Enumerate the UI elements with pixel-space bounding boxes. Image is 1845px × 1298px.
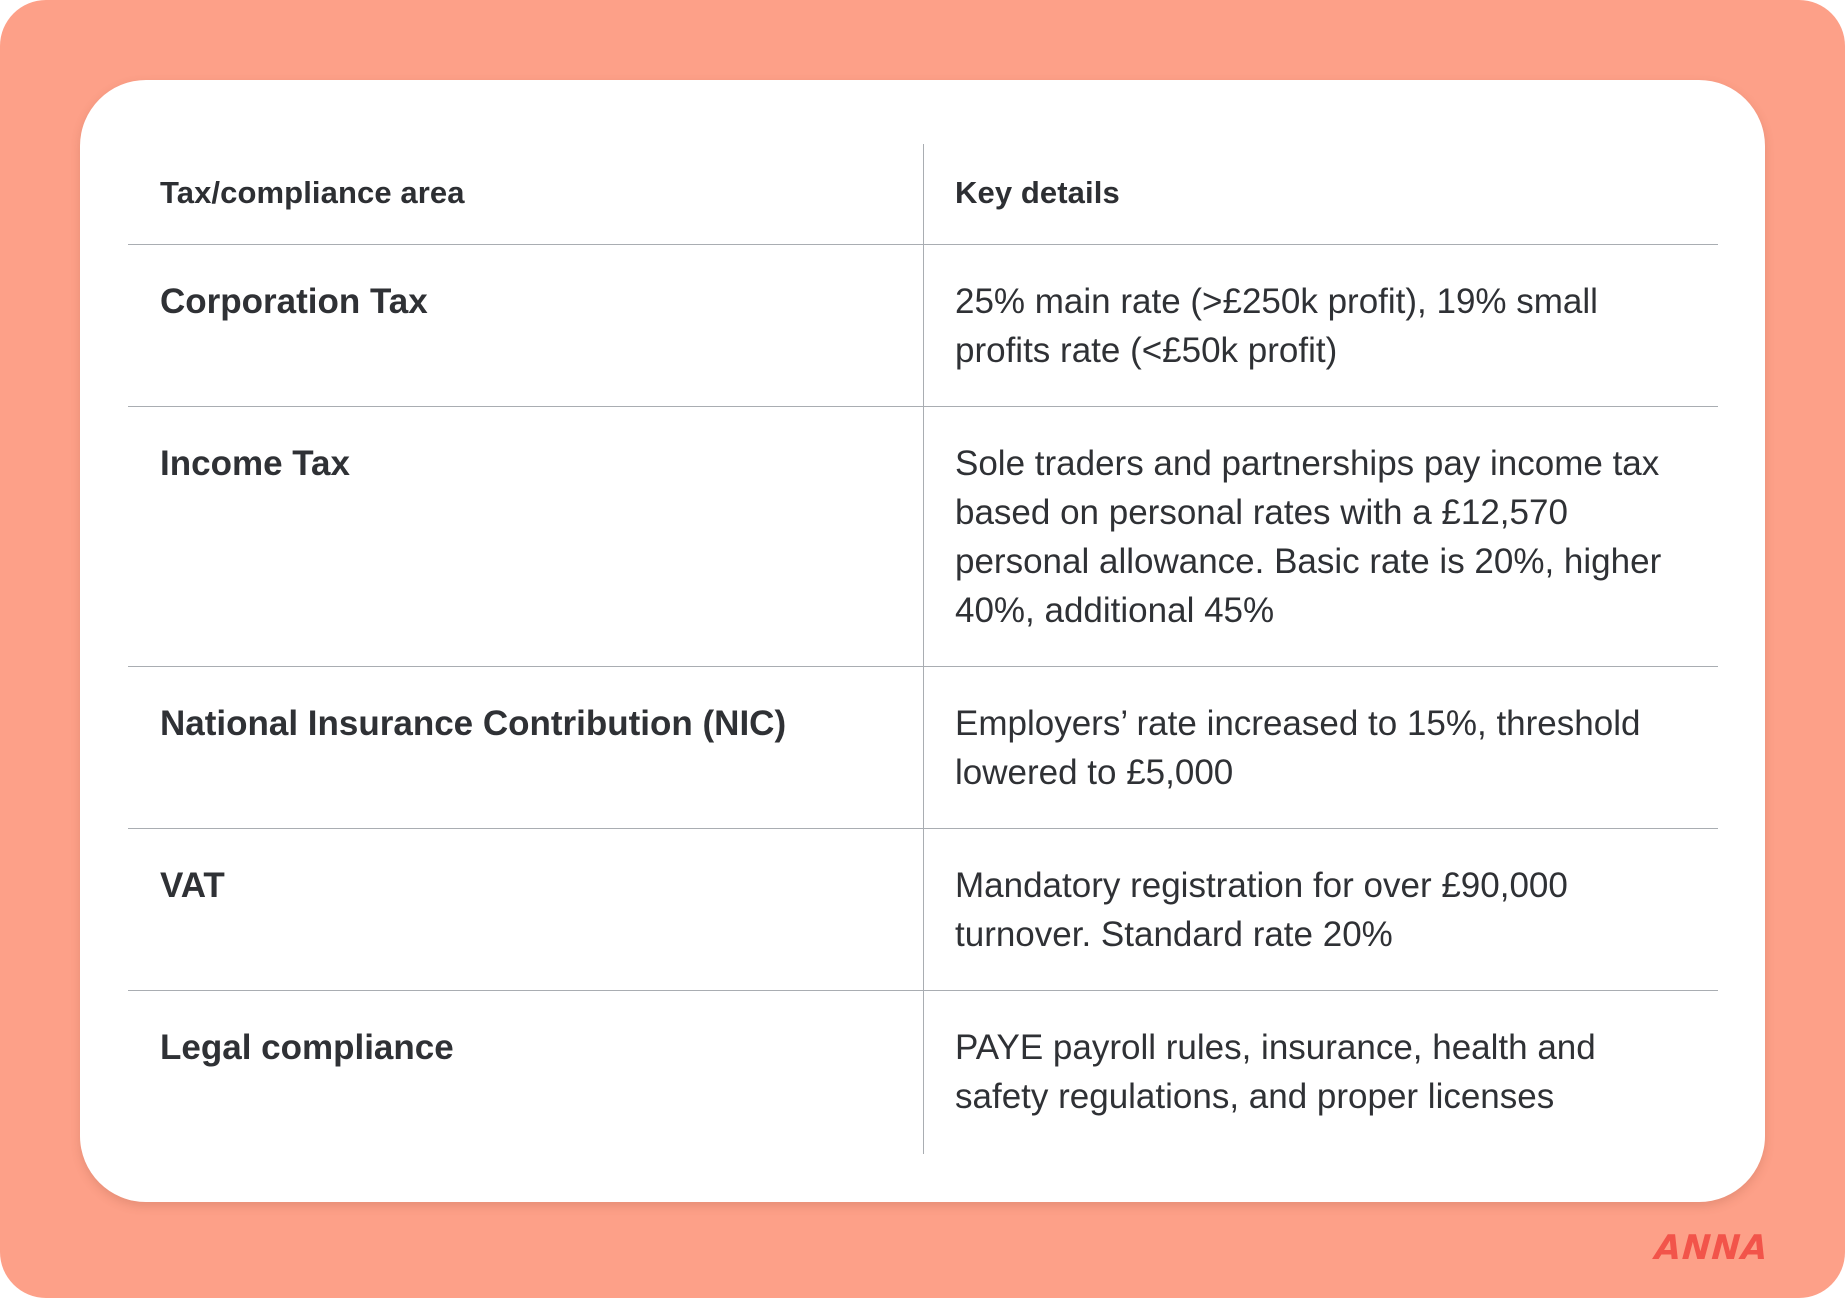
row-details-cell: 25% main rate (>£250k profit), 19% small profits rate (<£50k profit) (955, 282, 1598, 370)
table-row (128, 991, 1718, 1154)
row-area-cell: Corporation Tax (160, 282, 428, 321)
row-area-cell: Legal compliance (160, 1028, 454, 1067)
row-details-cell: Employers’ rate increased to 15%, threshold lowered to £5,000 (955, 704, 1641, 792)
header-tax-compliance-area: Tax/compliance area (160, 175, 465, 210)
table-row (128, 407, 1718, 667)
row-details-cell: PAYE payroll rules, insurance, health and safety regulations, and proper licenses (955, 1028, 1596, 1116)
header-key-details: Key details (955, 175, 1120, 210)
table-row (128, 667, 1718, 829)
table-card (80, 80, 1765, 1202)
row-details-cell: Sole traders and partnerships pay income tax based on personal rates with a £12,570 personal allowance. Basic rate is 20%, higher 40%, additional 45% (955, 444, 1662, 630)
row-area-cell: VAT (160, 866, 225, 905)
table-header-row (128, 144, 1718, 245)
table-row (128, 245, 1718, 407)
row-area-cell: Income Tax (160, 444, 350, 483)
anna-logo: ANNA (1653, 1228, 1770, 1268)
table-row (128, 829, 1718, 991)
row-area-cell: National Insurance Contribution (NIC) (160, 704, 787, 743)
tax-compliance-table (128, 144, 1718, 1154)
row-details-cell: Mandatory registration for over £90,000 turnover. Standard rate 20% (955, 866, 1568, 954)
